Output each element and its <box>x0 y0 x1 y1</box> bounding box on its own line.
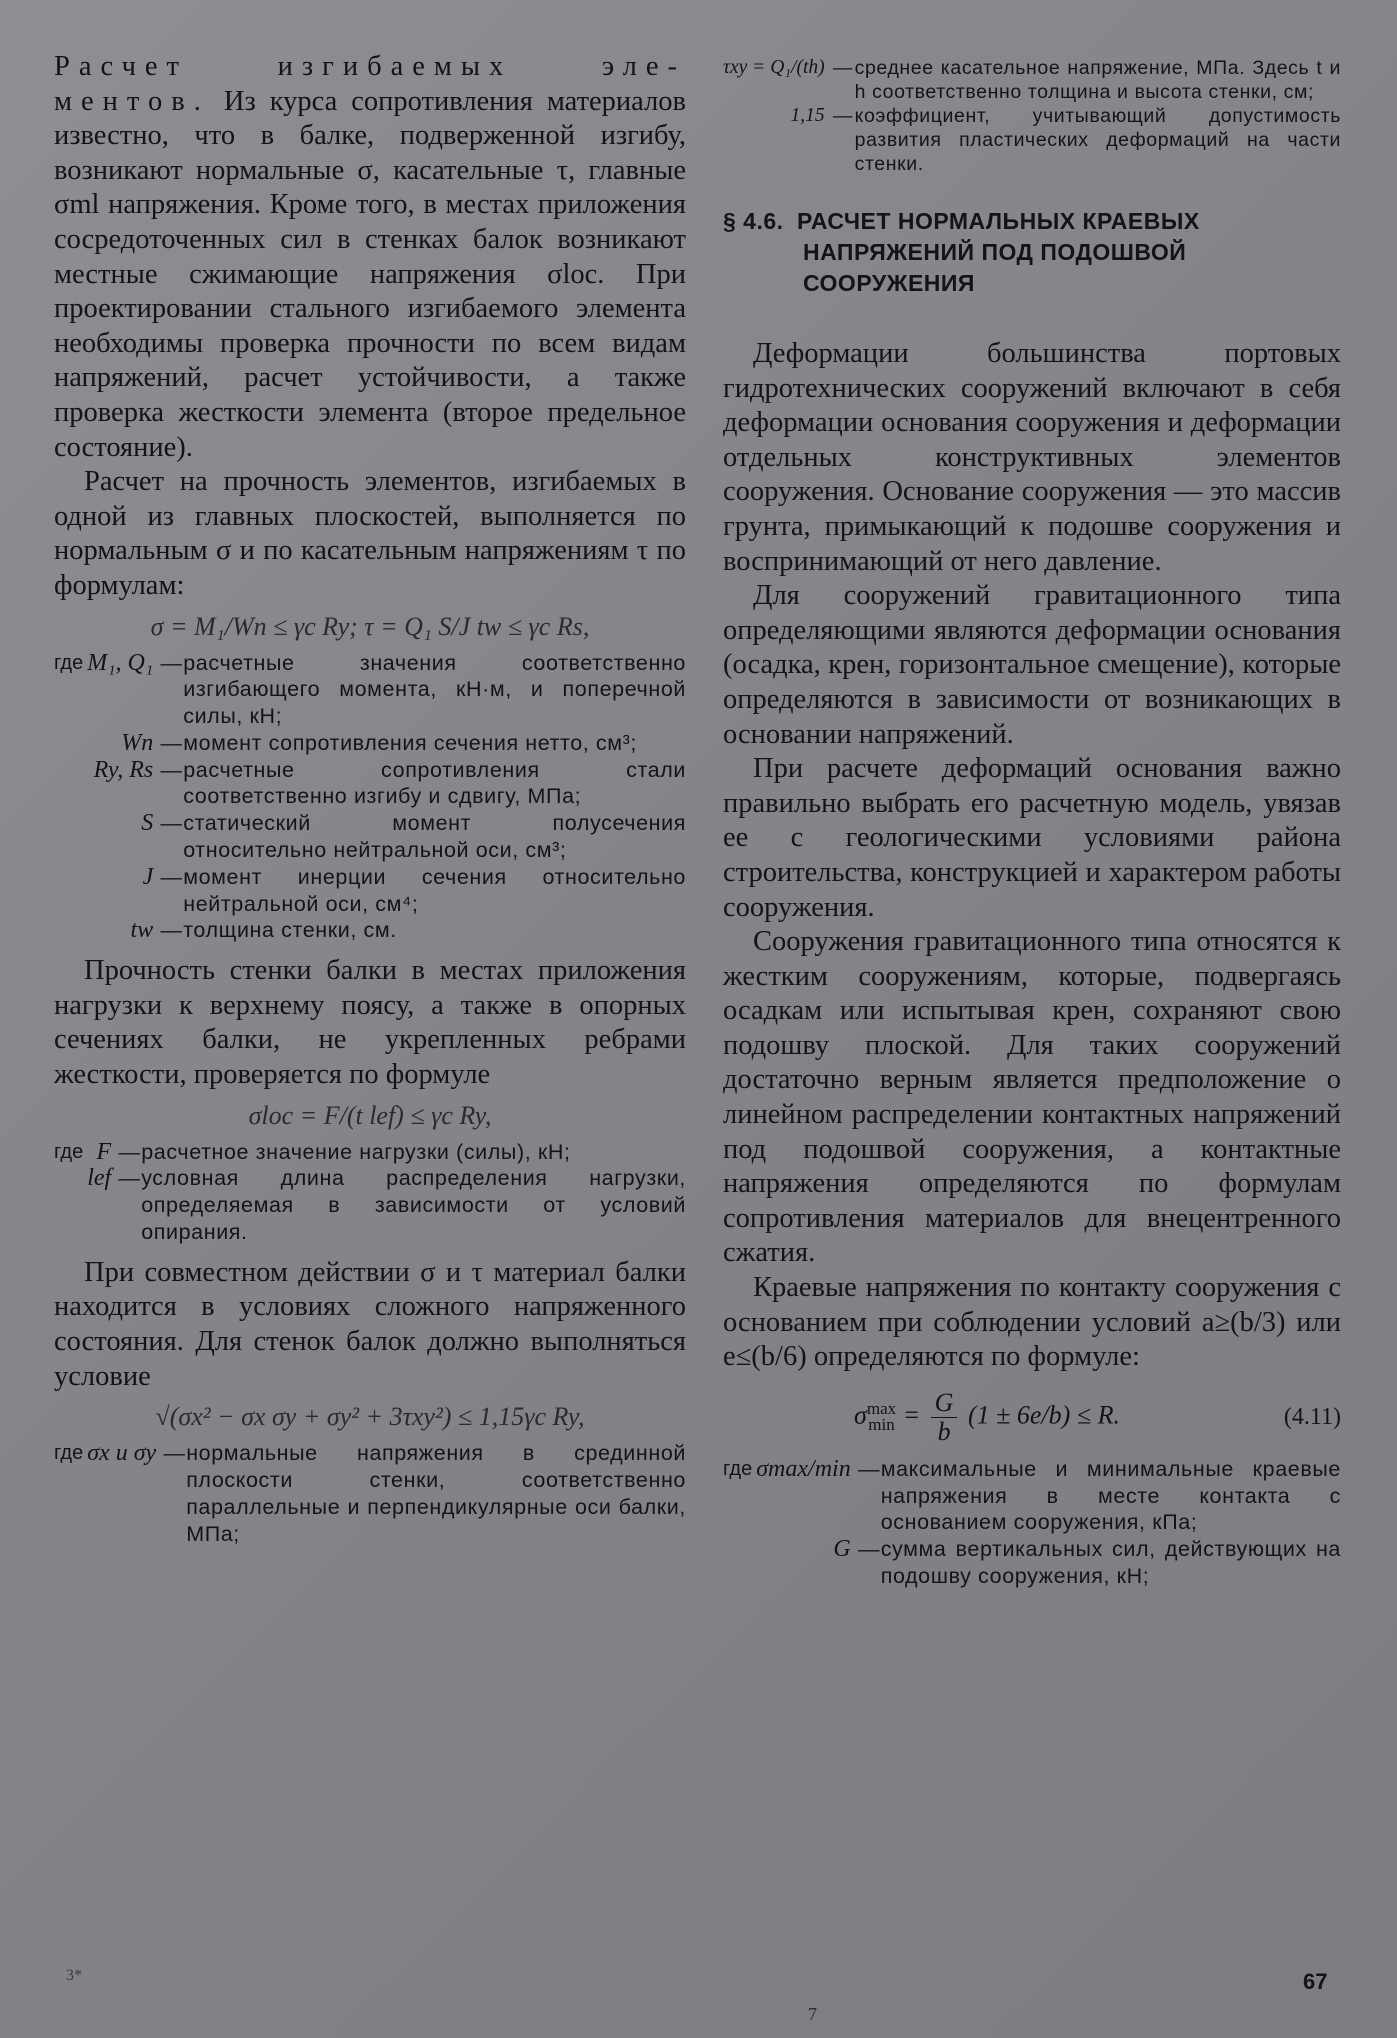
definition-symbol: Ry, Rs <box>93 756 154 783</box>
definitions-list <box>54 1139 686 1246</box>
page-number: 67 <box>1303 1969 1328 1994</box>
definition-text: сумма вертикальных сил, действующих на подошву сооружения, кН; <box>880 1537 1341 1588</box>
definition-prefix <box>54 864 87 918</box>
section-title-line: СООРУЖЕНИЯ <box>803 270 975 296</box>
right-column <box>723 50 1341 1600</box>
definition-prefix: где <box>54 651 84 674</box>
definition-text: момент инерции сечения относительно нейтральной оси, см⁴; <box>183 864 686 916</box>
definition-dash: — <box>118 1166 140 1191</box>
definition-symbol: 1,15 <box>790 105 825 126</box>
definitions-list <box>723 56 1341 176</box>
definition-symbol: lef <box>87 1165 112 1192</box>
paragraph-strength: Расчет на прочность элементов, изгибаемых в одной из главных плоскостей, выполняется по нормальным σ и по касательным напряжениям τ по формулам: <box>54 466 686 601</box>
definitions-list <box>54 650 686 945</box>
definition-prefix <box>54 1165 87 1245</box>
formula-subscript: max min <box>866 1399 897 1435</box>
definition-dash: — <box>118 1139 140 1164</box>
definition-symbol: J <box>142 863 154 890</box>
paragraph-web-strength: Прочность стенки балки в местах приложения нагрузки к верхнему поясу, а также в опорных сечениях балки, не укрепленных ребрами жесткости, проверяется по формуле <box>54 955 686 1091</box>
definition-row <box>723 56 1341 104</box>
definition-text: момент сопротивления сечения нетто, см³; <box>183 730 637 755</box>
formula-sigma-loc: σloc = F/(t lef) ≤ γc Ry, <box>248 1100 492 1130</box>
formula-combined-stress: √(σx² − σx σy + σy² + 3τxy²) ≤ 1,15γc Ry, <box>155 1402 585 1432</box>
section-number: § 4.6. <box>723 208 784 234</box>
formula-equals: = <box>902 1400 921 1430</box>
definition-row <box>54 730 686 757</box>
definition-symbol: S <box>141 810 154 837</box>
definition-row <box>54 1139 686 1166</box>
section-heading <box>723 206 1341 299</box>
definitions-list <box>54 1440 686 1547</box>
definition-prefix <box>723 1536 756 1590</box>
paragraph-combined-action: При совместном действии σ и τ материал балки находится в условиях сложного напряженного состояния. Для стенок балок должно выполняться условие <box>54 1256 686 1392</box>
definition-prefix: где <box>723 1457 753 1480</box>
definition-symbol: σx и σy <box>87 1440 157 1467</box>
paragraph-deformations: Деформации большинства портовых гидротехнических сооружений включают в себя деформации основания сооружения и деформации отдельных конструктивных элементов сооружения. Основание сооружения — это массив грунта, примыкающий к подошве сооружения и воспринимающий от него давление. <box>723 338 1341 577</box>
definition-prefix: где <box>54 1442 84 1465</box>
definition-dash: — <box>832 105 853 127</box>
formula-rest: (1 ± 6e/b) ≤ R. <box>967 1400 1120 1430</box>
definition-prefix: где <box>54 1140 84 1163</box>
formula-lhs: σ <box>854 1400 867 1430</box>
definition-symbol: G <box>833 1536 851 1563</box>
definition-text: условная длина распределения нагрузки, определяемая в зависимости от условий опирания. <box>141 1166 686 1245</box>
definition-row <box>54 650 686 730</box>
definition-symbol: F <box>96 1138 112 1165</box>
definition-text: максимальные и минимальные краевые напряжения в месте контакта с основанием сооружения, кПа; <box>880 1456 1341 1535</box>
definition-dash: — <box>160 811 182 836</box>
definition-row <box>723 1456 1341 1536</box>
definition-symbol: Wn <box>121 729 154 756</box>
formula-sigma-tau: σ = M₁/Wn ≤ γc Ry; τ = Q₁ S/J tw ≤ γc Rs, <box>150 611 590 641</box>
paragraph-rigid-structures: Сооружения гравитационного типа относятся к жестким сооружениям, которые, подвергаясь осадкам или испытывая крен, сохраняют свою подошву плоской. Для таких сооружений достаточно верным является предположение о линейном распределении контактных напряжений под подошвой сооружения, а контактные напряжения определяются по формулам сопротивления материалов для внецентренного сжатия. <box>723 926 1341 1269</box>
definition-prefix <box>54 730 87 757</box>
definition-row <box>54 1440 686 1547</box>
definition-dash: — <box>857 1456 880 1481</box>
definition-text: статический момент полусечения относительно нейтральной оси, см³; <box>183 811 686 863</box>
equation-number: (4.11) <box>1283 1403 1341 1430</box>
formula-4-11 <box>723 1389 1341 1446</box>
definition-text: расчетные значения соответственно изгибающего момента, кН·м, и поперечной силы, кН; <box>183 650 686 729</box>
definition-row <box>723 1536 1341 1590</box>
definition-text: толщина стенки, см. <box>183 918 397 943</box>
paragraph-gravity-type: Для сооружений гравитационного типа определяющими являются деформации основания (осадка, крен, горизонтальное смещение), которые определяются в зависимости от возникающих в основании напряжений. <box>723 580 1341 750</box>
definition-dash: — <box>857 1537 880 1562</box>
section-title-line: РАСЧЕТ НОРМАЛЬНЫХ КРАЕВЫХ <box>797 208 1200 234</box>
definition-text: среднее касательное напряжение, МПа. Здесь t и h соответственно толщина и высота стенки, см; <box>854 57 1341 103</box>
definition-dash: — <box>160 918 182 943</box>
definition-row <box>54 917 686 944</box>
definition-row <box>723 104 1341 176</box>
paragraph-lead: Расчет изгибаемых эле-ментов. <box>54 51 686 117</box>
definitions-list <box>723 1456 1341 1590</box>
paragraph-beam-intro <box>54 50 686 465</box>
definition-row <box>54 757 686 811</box>
definition-dash: — <box>160 730 182 755</box>
definition-prefix <box>54 757 87 811</box>
definition-symbol: σmax/min <box>756 1455 851 1482</box>
definition-dash: — <box>163 1441 185 1466</box>
paragraph-calc-model: При расчете деформаций основания важно правильно выбрать его расчетную модель, увязав ее с геологическими условиями района строительства, конструкцией и характером работы сооружения. <box>723 753 1341 923</box>
definition-text: коэффициент, учитывающий допустимость развития пластических деформаций на части стенки. <box>854 105 1341 175</box>
definition-dash: — <box>160 650 182 675</box>
paragraph-text: Из курса сопротивления материалов известно, что в балке, подверженной изгибу, возникают нормальные σ, касательные τ, главные σml напряжения. Кроме того, в местах приложения сосредоточенных сил в стенках балок возникают местные сжимающие напряжения σloc. При проектировании стального изгибаемого элемента необходимы проверка прочности по всем видам напряжений, расчет устойчивости, а также проверка жесткости элемента (второе предельное состояние). <box>54 85 687 463</box>
definition-row <box>54 864 686 918</box>
signature-mark: 3* <box>66 1967 82 1984</box>
definition-prefix <box>54 917 87 944</box>
formula-fraction: $\frac{G}{b}$ <box>931 1389 958 1446</box>
definition-dash: — <box>160 864 182 889</box>
left-column <box>54 50 686 1557</box>
definition-dash: — <box>832 57 853 79</box>
definition-row <box>54 1165 686 1245</box>
definition-symbol: τxy = Q₁/(th) <box>723 57 825 78</box>
definition-text: расчетное значение нагрузки (силы), кН; <box>141 1139 571 1164</box>
definition-dash: — <box>160 757 182 782</box>
definition-row <box>54 810 686 864</box>
paragraph-edge-stresses: Краевые напряжения по контакту сооружения с основанием при соблюдении условий a≥(b/3) или e≤(b/6) определяются по формуле: <box>723 1272 1341 1373</box>
definition-symbol: tw <box>130 917 154 944</box>
definition-text: нормальные напряжения в срединной плоскости стенки, соответственно параллельные и перпендикулярные оси балки, МПа; <box>186 1441 686 1546</box>
definition-prefix <box>54 810 87 864</box>
section-title-line: НАПРЯЖЕНИЙ ПОД ПОДОШВОЙ <box>803 239 1187 265</box>
definition-symbol: M₁, Q₁ <box>87 649 154 676</box>
definition-text: расчетные сопротивления стали соответственно изгибу и сдвигу, МПа; <box>183 757 686 809</box>
bottom-mark: 7 <box>808 2004 817 2024</box>
